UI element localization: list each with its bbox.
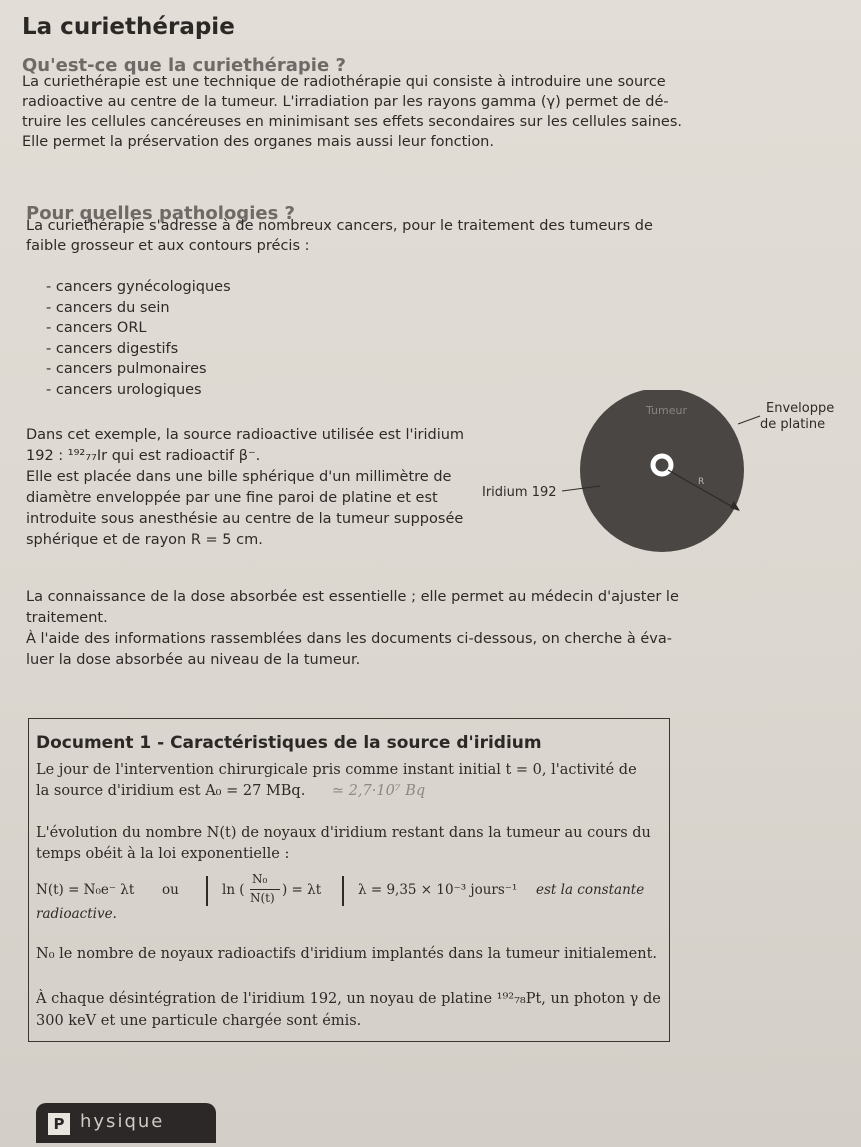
- formula-fraction-bar: [250, 889, 280, 890]
- paragraph-line: 300 keV et une particule chargée sont émis.: [36, 1013, 362, 1029]
- document1-disintegration: [36, 988, 661, 1032]
- dose-paragraph: [26, 587, 679, 671]
- example-paragraph: [26, 425, 464, 551]
- document1-evolution: [36, 823, 651, 865]
- paragraph-line: temps obéit à la loi exponentielle :: [36, 846, 290, 862]
- paragraph-line: traitement.: [26, 610, 108, 626]
- paragraph-line: Elle est placée dans une bille sphérique d'un millimètre de: [26, 469, 452, 485]
- activity-text: la source d'iridium est A₀ = 27 MBq.: [36, 783, 306, 799]
- formula-ln: ln (: [222, 882, 245, 898]
- tumor-label: Tumeur: [646, 404, 687, 417]
- section-heading-definition: Qu'est-ce que la curiethérapie ?: [22, 55, 346, 76]
- paragraph-line: Le jour de l'intervention chirurgicale pris comme instant initial t = 0, l'activité de: [36, 762, 637, 778]
- paragraph-line: 192 : ¹⁹²₇₇Ir qui est radioactif β⁻.: [26, 448, 261, 464]
- list-item: - cancers digestifs: [46, 339, 231, 360]
- radius-label: R: [698, 477, 705, 487]
- document1-n0-definition: N₀ le nombre de noyaux radioactifs d'iridium implantés dans la tumeur initialement.: [36, 946, 658, 962]
- radioactive-word: radioactive.: [36, 906, 117, 922]
- footer-letter-box: P: [48, 1113, 70, 1135]
- list-item: - cancers urologiques: [46, 380, 231, 401]
- document1-title: Document 1 - Caractéristiques de la source d'iridium: [36, 733, 542, 753]
- formula-fraction-denominator: N(t): [250, 891, 275, 905]
- footer-subject: hysique: [80, 1111, 165, 1132]
- pathologies-paragraph: [26, 216, 653, 256]
- envelope-label-line2: de platine: [760, 417, 826, 432]
- list-item: - cancers gynécologiques: [46, 277, 231, 298]
- paragraph-line: À l'aide des informations rassemblées dans les documents ci-dessous, on cherche à éva-: [26, 631, 672, 647]
- formula-ln-rhs: ) = λt: [282, 882, 322, 898]
- decay-constant: λ = 9,35 × 10⁻³ jours⁻¹: [358, 882, 518, 898]
- formula-exponential: N(t) = N₀e⁻ λt: [36, 882, 135, 898]
- paragraph-line: [36, 781, 637, 802]
- formula-fraction-numerator: N₀: [252, 872, 268, 886]
- list-item: - cancers ORL: [46, 318, 231, 339]
- paragraph-line: diamètre enveloppée par une fine paroi de platine et est: [26, 490, 438, 506]
- envelope-label-line1: Enveloppe: [766, 401, 835, 416]
- paragraph-line: Dans cet exemple, la source radioactive utilisée est l'iridium: [26, 427, 465, 443]
- handwritten-note: ≃ 2,7·10⁷ Bq: [331, 783, 426, 799]
- paragraph-line: La curiethérapie s'adresse à de nombreux cancers, pour le traitement des tumeurs de: [26, 218, 653, 234]
- paragraph-line: truire les cellules cancéreuses en minimisant ses effets secondaires sur les cellules saines.: [22, 114, 683, 130]
- list-item: - cancers pulmonaires: [46, 359, 231, 380]
- paragraph-line: introduite sous anesthésie au centre de la tumeur supposée: [26, 511, 464, 527]
- paragraph-line: L'évolution du nombre N(t) de noyaux d'iridium restant dans la tumeur au cours du: [36, 825, 651, 841]
- paragraph-line: luer la dose absorbée au niveau de la tumeur.: [26, 652, 361, 668]
- paragraph-line: Elle permet la préservation des organes mais aussi leur fonction.: [22, 134, 494, 150]
- document1-activity: [36, 760, 637, 802]
- cancer-list: [46, 277, 231, 400]
- paragraph-line: À chaque désintégration de l'iridium 192, un noyau de platine ¹⁹²₇₈Pt, un photon γ de: [36, 991, 661, 1007]
- paragraph-line: radioactive au centre de la tumeur. L'irradiation par les rayons gamma (γ) permet de dé-: [22, 94, 669, 110]
- paragraph-line: sphérique et de rayon R = 5 cm.: [26, 532, 263, 548]
- decay-constant-suffix: est la constante: [536, 882, 645, 898]
- formula-or: ou: [162, 882, 179, 898]
- paragraph-line: La connaissance de la dose absorbée est essentielle ; elle permet au médecin d'ajuster le: [26, 589, 679, 605]
- formula-bar-left: [206, 876, 208, 906]
- iridium-label: Iridium 192: [482, 485, 557, 500]
- page-title: La curiethérapie: [22, 14, 235, 40]
- envelope-pointer-line: [738, 416, 760, 424]
- list-item: - cancers du sein: [46, 298, 231, 319]
- section-heading-pathologies: Pour quelles pathologies ?: [26, 203, 295, 224]
- decay-law-formulas: [36, 872, 660, 922]
- paragraph-line: faible grosseur et aux contours précis :: [26, 238, 310, 254]
- definition-paragraph: [22, 72, 682, 152]
- paragraph-line: La curiethérapie est une technique de radiothérapie qui consiste à introduire une source: [22, 74, 666, 90]
- tumor-diagram: [470, 390, 850, 590]
- formula-bar-right: [342, 876, 344, 906]
